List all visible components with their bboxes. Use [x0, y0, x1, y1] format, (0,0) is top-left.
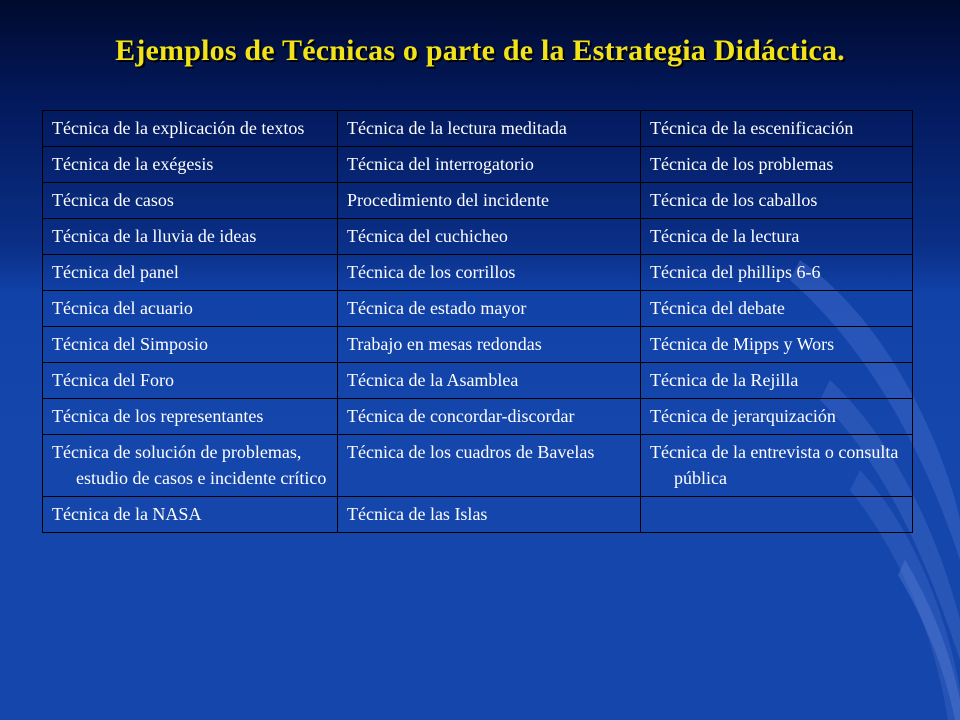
technique-name: Técnica de concordar-discordar [347, 406, 575, 426]
table-cell [43, 147, 338, 183]
technique-name: Técnica de estado mayor [347, 298, 527, 318]
table-cell [641, 435, 913, 497]
technique-name: Técnica de la entrevista o consulta pública [650, 442, 899, 488]
table-cell [43, 435, 338, 497]
techniques-table [42, 110, 913, 533]
table-cell [338, 435, 641, 497]
techniques-table-body [43, 111, 913, 533]
table-row [43, 111, 913, 147]
table-cell [43, 327, 338, 363]
technique-name: Técnica de jerarquización [650, 406, 836, 426]
technique-name: Técnica del Foro [52, 370, 174, 390]
table-cell [43, 363, 338, 399]
table-cell [641, 219, 913, 255]
table-cell [641, 399, 913, 435]
table-row [43, 363, 913, 399]
technique-name: Técnica de la escenificación [650, 118, 854, 138]
technique-name: Técnica de la lectura meditada [347, 118, 567, 138]
table-cell [43, 183, 338, 219]
table-cell [43, 291, 338, 327]
technique-name: Técnica de la exégesis [52, 154, 214, 174]
table-cell [338, 111, 641, 147]
technique-name: Técnica de la Rejilla [650, 370, 799, 390]
table-cell [338, 147, 641, 183]
table-cell [338, 291, 641, 327]
technique-name: Técnica del debate [650, 298, 785, 318]
technique-name: Técnica de solución de problemas, estudio de casos e incidente crítico [52, 442, 327, 488]
technique-name: Técnica de casos [52, 190, 174, 210]
table-cell [641, 147, 913, 183]
technique-name: Técnica de los representantes [52, 406, 264, 426]
technique-name: Técnica de la Asamblea [347, 370, 519, 390]
table-cell [338, 219, 641, 255]
table-row [43, 219, 913, 255]
technique-name: Técnica del interrogatorio [347, 154, 534, 174]
technique-name: Técnica de la lectura [650, 226, 800, 246]
technique-name: Técnica de Mipps y Wors [650, 334, 835, 354]
technique-name: Técnica de la explicación de textos [52, 118, 305, 138]
technique-name: Trabajo en mesas redondas [347, 334, 542, 354]
technique-name: Procedimiento del incidente [347, 190, 549, 210]
table-row [43, 147, 913, 183]
table-cell [641, 327, 913, 363]
technique-name: Técnica de la NASA [52, 504, 202, 524]
table-cell [43, 219, 338, 255]
table-row [43, 183, 913, 219]
table-cell [338, 255, 641, 291]
table-cell [338, 497, 641, 533]
table-cell [338, 399, 641, 435]
table-cell [338, 183, 641, 219]
table-row [43, 255, 913, 291]
table-row [43, 327, 913, 363]
table-row [43, 497, 913, 533]
table-cell [641, 255, 913, 291]
table-cell [641, 111, 913, 147]
technique-name: Técnica del acuario [52, 298, 193, 318]
technique-name: Técnica de la lluvia de ideas [52, 226, 257, 246]
technique-name: Técnica de los cuadros de Bavelas [347, 442, 595, 462]
technique-name: Técnica de los problemas [650, 154, 834, 174]
table-row [43, 291, 913, 327]
technique-name: Técnica del Simposio [52, 334, 208, 354]
technique-name: Técnica del cuchicheo [347, 226, 508, 246]
technique-name: Técnica de las Islas [347, 504, 488, 524]
table-cell [641, 497, 913, 533]
table-cell [641, 291, 913, 327]
table-cell [43, 111, 338, 147]
technique-name: Técnica del panel [52, 262, 179, 282]
table-cell [641, 363, 913, 399]
table-row [43, 435, 913, 497]
table-cell [338, 363, 641, 399]
table-cell [43, 255, 338, 291]
slide-title: Ejemplos de Técnicas o parte de la Estrategia Didáctica. [115, 34, 845, 67]
table-cell [338, 327, 641, 363]
technique-name: Técnica del phillips 6-6 [650, 262, 821, 282]
table-cell [641, 183, 913, 219]
technique-name: Técnica de los corrillos [347, 262, 516, 282]
table-cell [43, 497, 338, 533]
technique-name: Técnica de los caballos [650, 190, 818, 210]
table-row [43, 399, 913, 435]
table-cell [43, 399, 338, 435]
